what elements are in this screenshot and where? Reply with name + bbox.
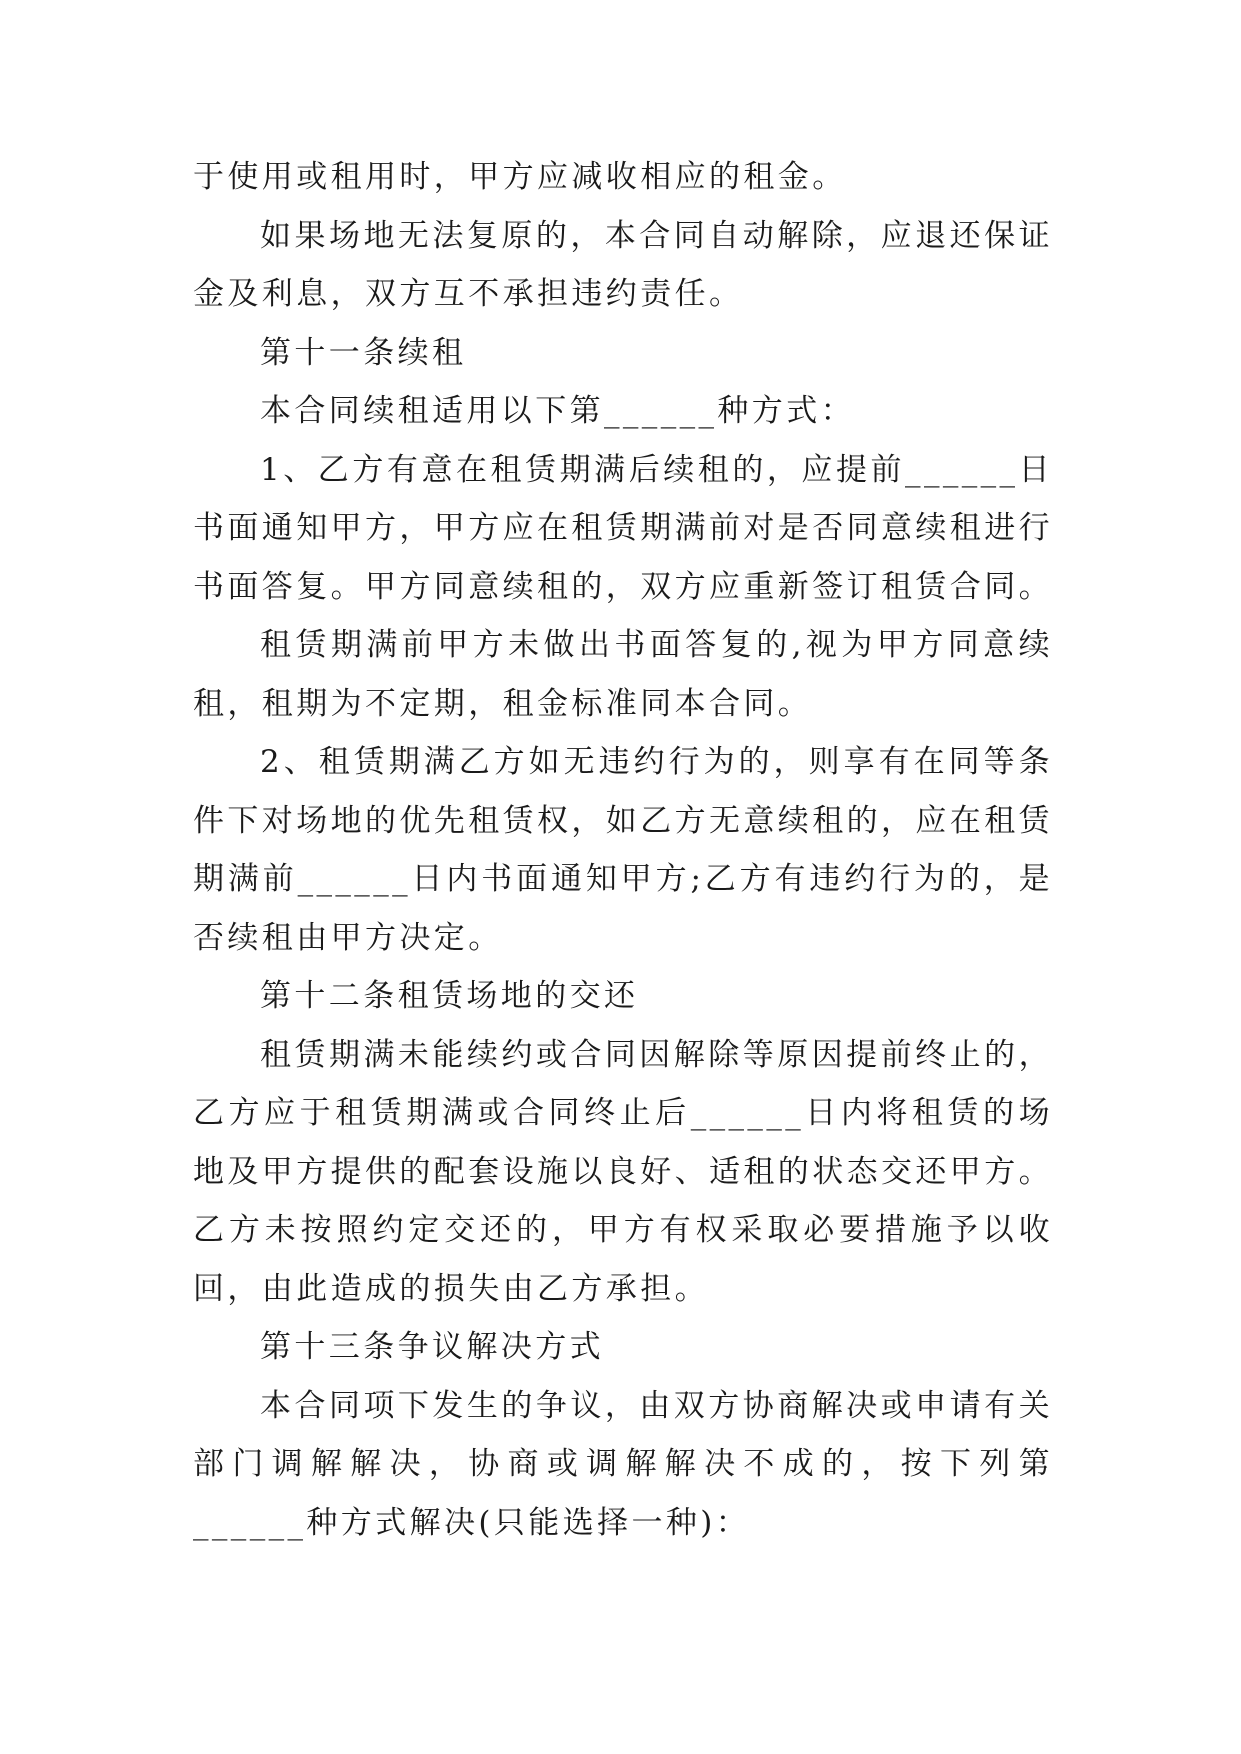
paragraph-contract-termination: 如果场地无法复原的，本合同自动解除，应退还保证金及利息，双方互不承担违约责任。 <box>193 217 1053 312</box>
heading-article-13: 第十三条争议解决方式 <box>260 1329 604 1365</box>
heading-article-11: 第十一条续租 <box>260 334 467 371</box>
paragraph-rent-reduction: 于使用或租用时，甲方应减收相应的租金。 <box>193 159 847 195</box>
paragraph-renewal-option-1: 1、乙方有意在租赁期满后续租的，应提前______日书面通知甲方，甲方应在租赁期满前对是否同意续租进行书面答复。甲方同意续租的，双方应重新签订租赁合同。 <box>193 451 1053 605</box>
heading-article-12: 第十二条租赁场地的交还 <box>260 978 639 1014</box>
paragraph-dispute-resolution: 本合同项下发生的争议，由双方协商解决或申请有关部门调解解决，协商或调解解决不成的，按下列第______种方式解决(只能选择一种)： <box>193 1387 1053 1541</box>
document-page <box>193 148 1053 1552</box>
paragraph-site-return: 租赁期满未能续约或合同因解除等原因提前终止的，乙方应于租赁期满或合同终止后______日内将租赁的场地及甲方提供的配套设施以良好、适租的状态交还甲方。乙方未按照约定交还的，甲方有权采取必要措施予以收回，由此造成的损失由乙方承担。 <box>193 1036 1053 1307</box>
paragraph-renewal-option-2: 2、租赁期满乙方如无违约行为的，则享有在同等条件下对场地的优先租赁权，如乙方无意续租的，应在租赁期满前______日内书面通知甲方;乙方有违约行为的，是否续租由甲方决定。 <box>193 744 1053 956</box>
paragraph-no-reply-renewal: 租赁期满前甲方未做出书面答复的,视为甲方同意续租，租期为不定期，租金标准同本合同。 <box>193 627 1053 722</box>
paragraph-renewal-method: 本合同续租适用以下第______种方式： <box>260 393 855 429</box>
